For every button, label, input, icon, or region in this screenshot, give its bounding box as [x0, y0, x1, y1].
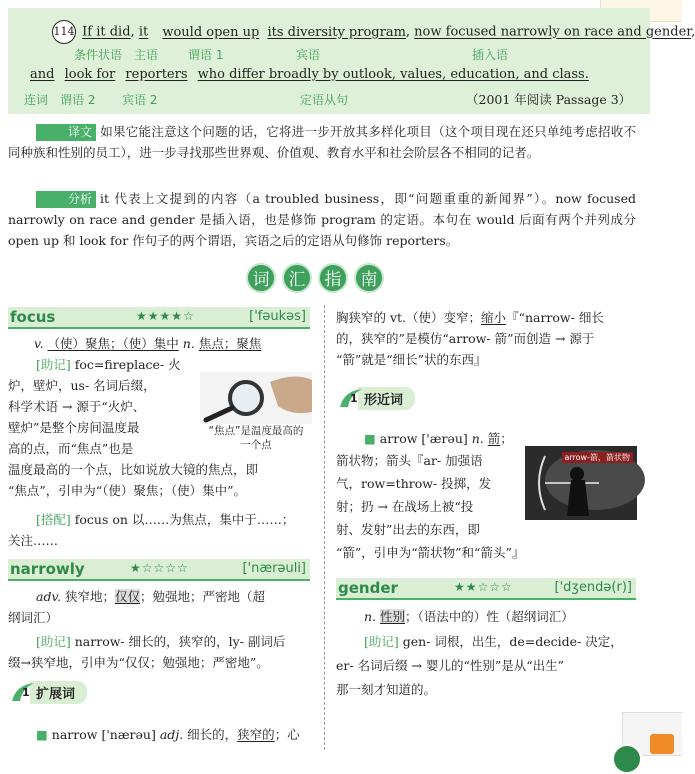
sentence-line-2 — [30, 67, 589, 82]
pos-label: n. — [471, 431, 484, 446]
conditional-clause: If it did — [82, 24, 131, 40]
column-divider — [324, 305, 325, 750]
narrow-def-cont-3: “箭”就是“细长”状的东西』 — [336, 352, 487, 367]
tag-object-2: 宾语 2 — [122, 93, 158, 107]
tag-object: 宾语 — [296, 48, 321, 62]
def-text: ；（语法中的）性（超纲词汇） — [405, 609, 574, 624]
frequency-stars: ★★☆☆☆ — [454, 580, 513, 594]
word-header-gender — [336, 578, 636, 600]
narrow-def-cont-2: 的，狭窄的”是模仿“arrow- 箭”而创造 → 源于 — [336, 331, 595, 346]
def-underlined: 缩小 — [481, 310, 507, 325]
subject: it — [138, 24, 149, 40]
translation-text: 如果它能注意这个问题的话，它将进一步开放其多样化项目（这个项目现在还只单纯考虑招收不同种族和性别的员工），进一步寻找那些世界观、价值观、教育水平和社会阶层各不相同的记者。 — [8, 124, 636, 160]
def-text: ；勉强地；严密地（超 — [140, 589, 266, 604]
focus-memo-line: “焦点”，引申为“（使）聚焦；（使）集中”。 — [8, 483, 247, 498]
memo-label: [助记] — [36, 634, 71, 649]
collocation-text: focus on 以……为焦点，集中于……； — [74, 512, 295, 527]
memo-label: [助记] — [36, 357, 71, 372]
bullet-icon: ■ — [36, 727, 48, 742]
def-highlight: 仅仅 — [115, 589, 141, 604]
vocab-guide-char: 汇 — [282, 263, 312, 293]
memo-text: gen- 词根，出生，de=decide- 决定， — [402, 634, 623, 649]
expand-headword: arrow ['ærəu] — [379, 431, 468, 446]
headword: focus — [10, 308, 56, 326]
focus-memo-line: 科学术语 → 源于“火炉、 — [8, 399, 146, 414]
def-text: 胸狭窄的 vt.（使）变窄； — [336, 310, 482, 325]
magnifier-caption: “焦点”是温度最高的一个点 — [208, 425, 304, 451]
floating-round-button[interactable] — [612, 744, 642, 774]
focus-definition — [34, 333, 261, 354]
arrow-line: “箭”，引申为“箭状物”和“箭头”』 — [336, 545, 525, 560]
object-2: reporters — [125, 67, 188, 82]
arrow-entry: ■ arrow ['ærəu] n. 箭； — [364, 431, 513, 446]
source-citation: （2001 年阅读 Passage 3） — [466, 92, 632, 107]
phonetic: ['fəukəs] — [249, 309, 306, 324]
focus-memo-line: 壁炉”是整个房间温度最 — [8, 420, 140, 435]
def-text: 焦点；聚焦 — [198, 336, 262, 351]
arrow-line: 气，row=throw- 投掷，发 — [336, 476, 492, 491]
narrowly-definition-cont: 纲词汇） — [8, 610, 59, 625]
focus-collocation-cont: 关注…… — [8, 533, 59, 548]
narrow-def-cont-1 — [336, 307, 604, 328]
translation-label: 译文 — [36, 124, 96, 141]
gender-memo — [364, 631, 623, 652]
word-header-narrowly — [8, 559, 310, 581]
narrowly-memo — [36, 631, 285, 652]
analysis-text: it 代表上文提到的内容（a troubled business，即“问题重重的新闻界”）。now focused narrowly on race and gender 是插入语，也是修饰 program 的定语。本句在 would 后面有两个并列成分 open up 和 look for 作句子的两个谓语，宾语之后的定语从句修饰 reporters。 — [8, 191, 636, 248]
focus-memo-line: 炉，壁炉，us- 名词后缀， — [8, 378, 156, 393]
bullet-icon: ■ — [364, 431, 376, 446]
gender-memo-cont: 那一刻才知道的。 — [336, 682, 437, 697]
collocation-label: [搭配] — [36, 512, 71, 527]
analysis-label: 分析 — [36, 191, 96, 208]
def-highlight: 性别 — [380, 609, 406, 624]
arrow-line: 箭状物；箭头『ar- 加强语 — [336, 453, 483, 468]
tag-subject: 主语 — [134, 48, 159, 62]
archer-caption: arrow-箭，箭状物 — [562, 452, 634, 463]
def-text: 『“narrow- 细长 — [506, 310, 604, 325]
focus-memo-first — [36, 354, 181, 375]
headword: narrowly — [10, 560, 85, 578]
parenthesis: now focused narrowly on race and gender — [414, 24, 692, 40]
pos-label: n. — [364, 609, 377, 624]
tag-predicate-2: 谓语 2 — [60, 93, 96, 107]
translation-paragraph — [8, 121, 636, 163]
vocab-guide-char: 指 — [318, 263, 348, 293]
vocab-guide-char: 南 — [354, 263, 384, 293]
def-underlined: 狭窄的 — [237, 727, 275, 742]
expand-words-label: 扩展词 — [30, 681, 87, 704]
swoosh-icon — [338, 385, 364, 411]
memo-text: narrow- 细长的，狭窄的，ly- 副词后 — [74, 634, 286, 649]
mail-icon[interactable] — [650, 734, 674, 754]
pos-label: n. — [182, 336, 195, 351]
def-text: 狭窄地； — [65, 589, 116, 604]
def-text: （使）聚焦；（使）集中 — [47, 336, 179, 351]
frequency-stars: ★☆☆☆☆ — [130, 561, 189, 575]
def-underlined: 箭 — [487, 431, 501, 446]
expand-words-heading — [10, 678, 87, 706]
memo-text: foc=fireplace- 火 — [74, 357, 181, 372]
swoosh-icon — [10, 679, 36, 705]
sentence-line-1 — [52, 20, 695, 44]
tag-conditional: 条件状语 — [74, 48, 123, 62]
tag-parenthesis: 插入语 — [472, 48, 509, 62]
frequency-stars: ★★★★☆ — [136, 309, 195, 323]
phonetic: ['dʒendə(r)] — [554, 580, 632, 595]
gender-memo-cont: er- 名词后缀 → 婴儿的“性别”是从“出生” — [336, 658, 565, 673]
attributive-clause: who differ broadly by outlook, values, education, and class. — [197, 67, 589, 82]
archer-image — [525, 446, 637, 520]
phonetic: ['nærəuli] — [242, 561, 306, 576]
def-text: 细长的， — [187, 727, 238, 742]
tag-conjunction: 连词 — [24, 93, 49, 107]
narrowly-definition — [36, 586, 265, 607]
focus-collocation — [36, 509, 294, 530]
word-header-focus — [8, 307, 310, 329]
conjunction: and — [30, 67, 55, 82]
headword: gender — [338, 579, 398, 597]
memo-label: [助记] — [364, 634, 399, 649]
expand-word-narrow — [36, 724, 300, 745]
pos-label: v. — [34, 336, 44, 351]
punct: , — [691, 24, 695, 40]
def-text: ；心 — [274, 727, 300, 742]
svg-text:1: 1 — [22, 686, 30, 699]
pos-label: adv. — [36, 589, 62, 604]
predicate-2: look for — [64, 67, 116, 82]
focus-memo-line: 温度最高的一个点，比如说放大镜的焦点，即 — [8, 462, 259, 477]
svg-text:1: 1 — [350, 392, 358, 405]
vocab-guide-char: 词 — [246, 263, 276, 293]
tag-predicate-1: 谓语 1 — [188, 48, 224, 62]
predicate-1: would open up — [162, 24, 260, 40]
gender-definition — [364, 606, 574, 627]
tag-attributive-clause: 定语从句 — [300, 93, 349, 107]
pos-label: adj. — [159, 727, 184, 742]
sentence-number: 114 — [52, 20, 76, 44]
vocab-guide-title — [246, 263, 384, 293]
object-1: its diversity program — [267, 24, 406, 40]
similar-words-label: 形近词 — [358, 387, 415, 410]
similar-words-heading — [338, 384, 415, 412]
arrow-line: 射；扔 → 在战场上被“投 — [336, 499, 474, 514]
arrow-line: 射、发射”出去的东西，即 — [336, 522, 480, 537]
magnifier-image — [200, 372, 312, 424]
analysis-paragraph — [8, 188, 636, 251]
punct: , — [130, 24, 139, 40]
focus-memo-line: 高的点，而“焦点”也是 — [8, 441, 134, 456]
expand-headword: narrow ['nærəu] — [51, 727, 156, 742]
punct: , — [405, 24, 415, 40]
narrowly-memo-cont: 缀→狭窄地，引申为“仅仅；勉强地；严密地”。 — [8, 655, 269, 670]
